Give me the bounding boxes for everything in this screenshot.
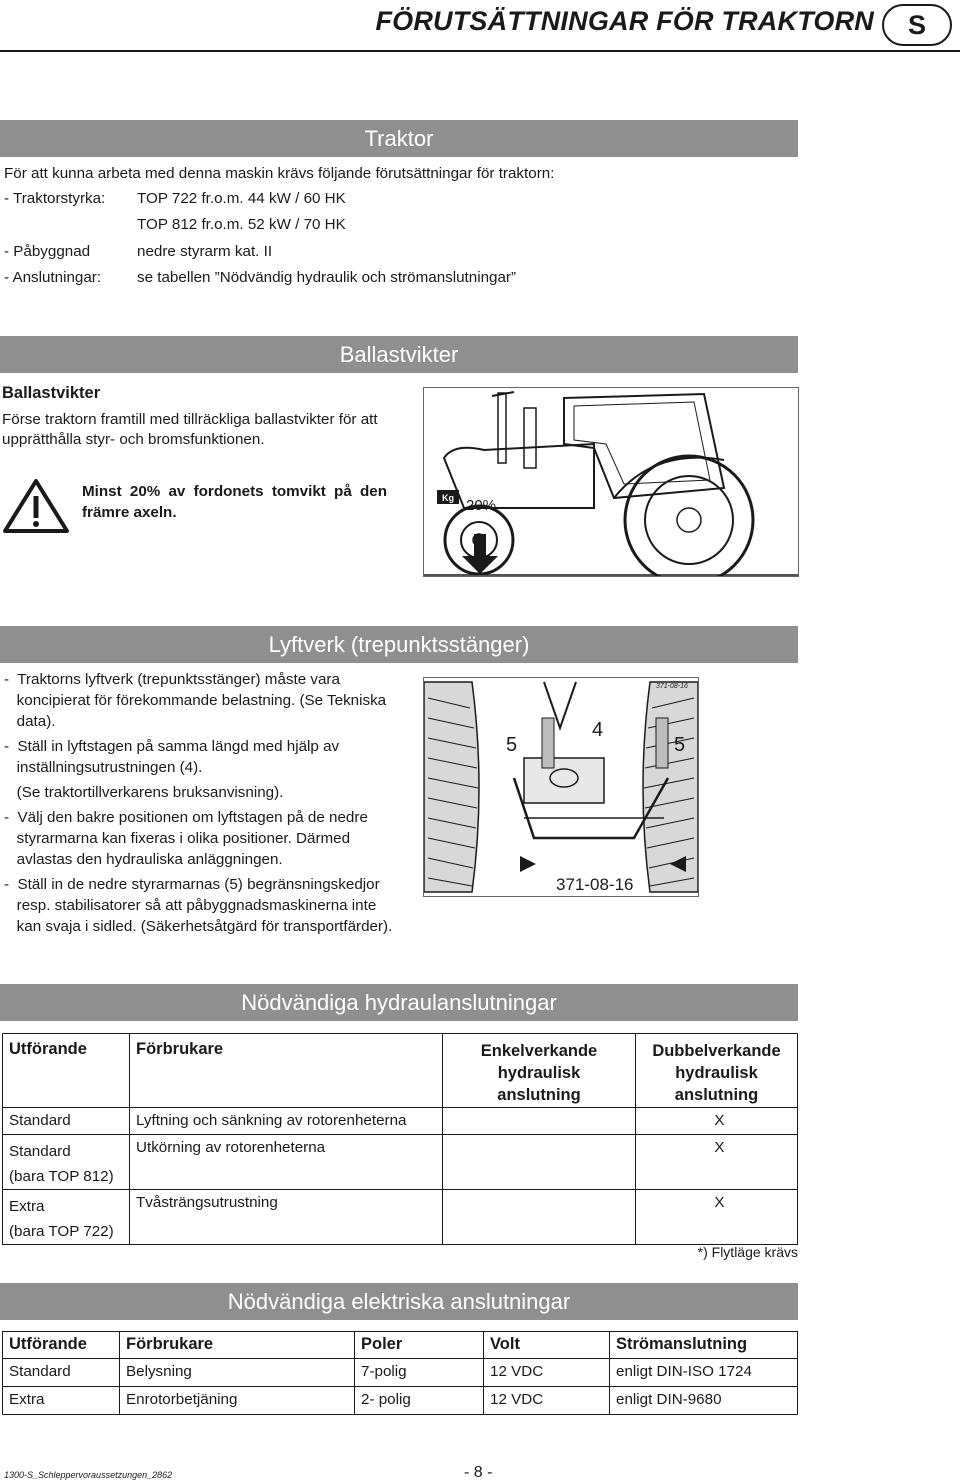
traktor-row-label: - Anslutningar: [4, 269, 102, 286]
traktor-row-label: - Traktorstyrka: [4, 190, 106, 207]
hydraulics-heading: Nödvändiga hydraulanslutningar [241, 989, 557, 1015]
ballast-text-line1: Förse traktorn framtill med tillräckliga ballastvikter för att [2, 411, 378, 428]
warning-triangle-icon [2, 478, 70, 534]
table-cell: 2- polig [355, 1387, 484, 1415]
lift-line: - Ställ in lyftstagen på samma längd med hjälp av [4, 738, 340, 755]
variant-note: (bara TOP 722) [9, 1223, 114, 1240]
table-row [3, 1135, 798, 1190]
table-cell: Standard [3, 1359, 120, 1387]
lift-line: kan svaja i sidled. (Säkerhetsåtgärd för transportfärder). [4, 918, 393, 935]
table-row [3, 1387, 798, 1415]
electrical-heading: Nödvändiga elektriska anslutningar [227, 1288, 571, 1314]
ballast-subheading: Ballastvikter [2, 384, 101, 402]
table-header-row [3, 1034, 798, 1108]
variant-line: Standard [9, 1143, 71, 1160]
cell-consumer: Lyftning och sänkning av rotorenheterna [130, 1108, 443, 1135]
cell-double: X [636, 1135, 798, 1190]
lift-line: (Se traktortillverkarens bruksanvisning). [4, 784, 284, 801]
footer-document-id: 1300-S_Schleppervoraussetzungen_2862 [4, 1470, 173, 1480]
traktor-heading: Traktor [364, 125, 434, 151]
table-cell: Enrotorbetjäning [120, 1387, 355, 1415]
page-title: FÖRUTSÄTTNINGAR FÖR TRAKTORN [375, 6, 874, 36]
electrical-table [2, 1331, 798, 1415]
cell-variant [3, 1190, 130, 1245]
traktor-row-value: TOP 722 fr.o.m. 44 kW / 60 HK [137, 190, 346, 207]
table-row [3, 1190, 798, 1245]
cell-double: X [636, 1108, 798, 1135]
lift-line: styrarmarna kan fixeras i olika positioner. Därmed [4, 830, 351, 847]
table-cell: enligt DIN-ISO 1724 [610, 1359, 798, 1387]
traktor-heading-bar [0, 120, 798, 157]
cell-consumer: Utkörning av rotorenheterna [130, 1135, 443, 1190]
column-header: Enkelverkande hydraulisk anslutning [443, 1034, 636, 1108]
table-cell: enligt DIN-9680 [610, 1387, 798, 1415]
page-number: - 8 - [464, 1464, 493, 1481]
figure-kg-label: Kg [442, 493, 454, 503]
traktor-row-value: TOP 812 fr.o.m. 52 kW / 70 HK [137, 216, 346, 233]
language-badge: S [882, 4, 952, 46]
column-header: Förbrukare [120, 1332, 355, 1359]
cell-single [443, 1135, 636, 1190]
cell-single [443, 1190, 636, 1245]
figure-percent-label: 20% [466, 497, 497, 514]
table-cell: 12 VDC [484, 1359, 610, 1387]
table-cell: 7-polig [355, 1359, 484, 1387]
warning-line1: Minst 20% av fordonets tomvikt på den [82, 483, 387, 500]
lift-line: - Traktorns lyftverk (trepunktsstänger) måste vara [4, 671, 340, 688]
figure-code: 371-08-16 [556, 875, 634, 894]
column-header: Förbrukare [130, 1034, 443, 1108]
tractor-figure [423, 387, 799, 577]
warning-line2: främre axeln. [82, 504, 177, 521]
figure-code-small: 371-08-16 [656, 683, 688, 690]
label-4: 4 [592, 719, 604, 741]
column-header: Volt [484, 1332, 610, 1359]
linkage-illustration [424, 678, 698, 896]
table-cell: Belysning [120, 1359, 355, 1387]
cell-variant [3, 1135, 130, 1190]
tractor-illustration [424, 388, 798, 576]
variant-line: Extra [9, 1198, 45, 1215]
lift-line: koncipierat för förekommande belastning. (Se Tekniska [4, 692, 387, 709]
column-header: Utförande [3, 1332, 120, 1359]
ballast-heading: Ballastvikter [339, 341, 459, 367]
column-header: Strömanslutning [610, 1332, 798, 1359]
lift-line: avlastas den hydrauliska anläggningen. [4, 851, 283, 868]
label-5-right: 5 [674, 734, 686, 756]
lift-line: inställningsutrustningen (4). [4, 759, 203, 776]
left-arrow-icon [520, 856, 536, 872]
column-header: Dubbelverkande hydraulisk anslutning [636, 1034, 798, 1108]
lift-line: - Ställ in de nedre styrarmarnas (5) begränsningskedjor [4, 876, 380, 893]
lift-heading-bar [0, 626, 798, 663]
variant-note: (bara TOP 812) [9, 1168, 114, 1185]
electrical-heading-bar [0, 1283, 798, 1320]
column-header: Utförande [3, 1034, 130, 1108]
hydraulics-table [2, 1033, 798, 1245]
traktor-row-label: - Påbyggnad [4, 243, 91, 260]
lift-line: - Välj den bakre positionen om lyftstagen på de nedre [4, 809, 368, 826]
traktor-intro: För att kunna arbeta med denna maskin krävs följande förutsättningar för traktorn: [4, 165, 555, 182]
traktor-row-value: se tabellen ”Nödvändig hydraulik och strömanslutningar” [137, 269, 517, 286]
header-rule [0, 50, 960, 52]
lift-heading: Lyftverk (trepunktsstänger) [268, 631, 530, 657]
ballast-text-line2: upprätthålla styr- och bromsfunktionen. [2, 431, 265, 448]
cell-consumer: Tvåsträngsutrustning [130, 1190, 443, 1245]
table-header-row [3, 1332, 798, 1359]
hydraulics-heading-bar [0, 984, 798, 1021]
ballast-heading-bar [0, 336, 798, 373]
cell-double: X [636, 1190, 798, 1245]
table-row [3, 1359, 798, 1387]
hydraulics-footnote: *) Flytläge krävs [697, 1244, 798, 1260]
table-cell: 12 VDC [484, 1387, 610, 1415]
lift-line: data). [4, 713, 56, 730]
lift-line: resp. stabilisatorer så att påbyggnadsmaskinerna inte [4, 897, 377, 914]
cell-single [443, 1108, 636, 1135]
column-header: Poler [355, 1332, 484, 1359]
table-cell: Extra [3, 1387, 120, 1415]
linkage-figure [423, 677, 699, 897]
traktor-row-value: nedre styrarm kat. II [137, 243, 273, 260]
table-row [3, 1108, 798, 1135]
cell-variant: Standard [3, 1108, 130, 1135]
label-5-left: 5 [506, 734, 518, 756]
